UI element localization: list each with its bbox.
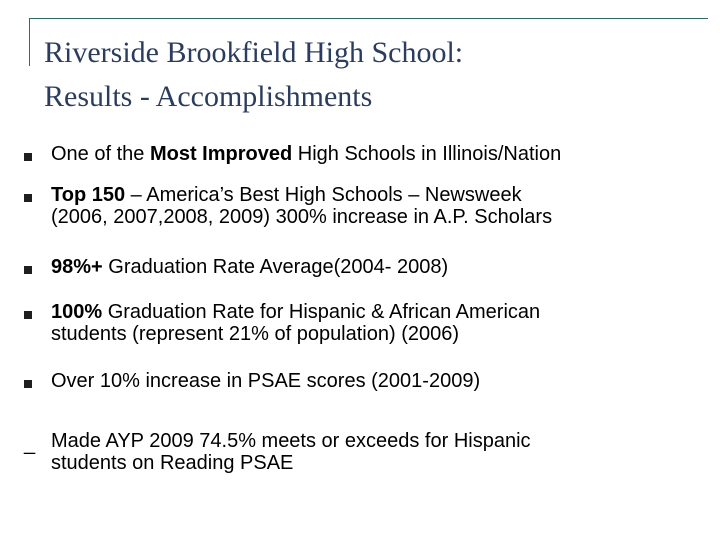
title-rule-top — [29, 18, 708, 19]
bullet-text — [51, 184, 701, 228]
bullet-text-bold: Top 150 — [51, 184, 126, 206]
bullet-text-post: Graduation Rate for Hispanic & African American — [102, 301, 541, 323]
bullet-text — [51, 301, 701, 345]
bullet-text-bold: Most Improved — [149, 143, 293, 165]
underscore-marker: _ — [24, 433, 36, 455]
bullet-text-line-2: students (represent 21% of population) (2006) — [51, 323, 460, 345]
title-rule-left — [29, 18, 30, 66]
bullet-text-pre: One of the — [51, 143, 150, 165]
ayp-note-text — [51, 430, 701, 474]
title-line-1: Riverside Brookfield High School: — [44, 36, 464, 69]
square-bullet-icon — [24, 380, 32, 388]
bullet-text-bold: 100% — [51, 301, 103, 323]
title-line-2: Results - Accomplishments — [44, 80, 373, 113]
slide-title — [44, 31, 463, 119]
ayp-note-line-1: Made AYP 2009 74.5% meets or exceeds for Hispanic — [51, 430, 531, 452]
bullet-text-line-2: (2006, 2007,2008, 2009) 300% increase in A.P. Scholars — [51, 206, 553, 228]
ayp-note-line-2: students on Reading PSAE — [51, 452, 294, 474]
square-bullet-icon — [24, 266, 32, 274]
square-bullet-icon — [24, 311, 32, 319]
bullet-text — [51, 370, 701, 392]
square-bullet-icon — [24, 153, 32, 161]
bullet-text-post: High Schools in Illinois/Nation — [292, 143, 562, 165]
bullet-text-post: Graduation Rate Average(2004- 2008) — [102, 256, 449, 278]
bullet-text — [51, 143, 701, 165]
bullet-text-pre: Over 10% increase in PSAE scores (2001-2009) — [51, 370, 481, 392]
bullet-text — [51, 256, 701, 278]
square-bullet-icon — [24, 194, 32, 202]
bullet-text-post: – America’s Best High Schools – Newsweek — [125, 184, 522, 206]
bullet-text-bold: 98%+ — [51, 256, 103, 278]
